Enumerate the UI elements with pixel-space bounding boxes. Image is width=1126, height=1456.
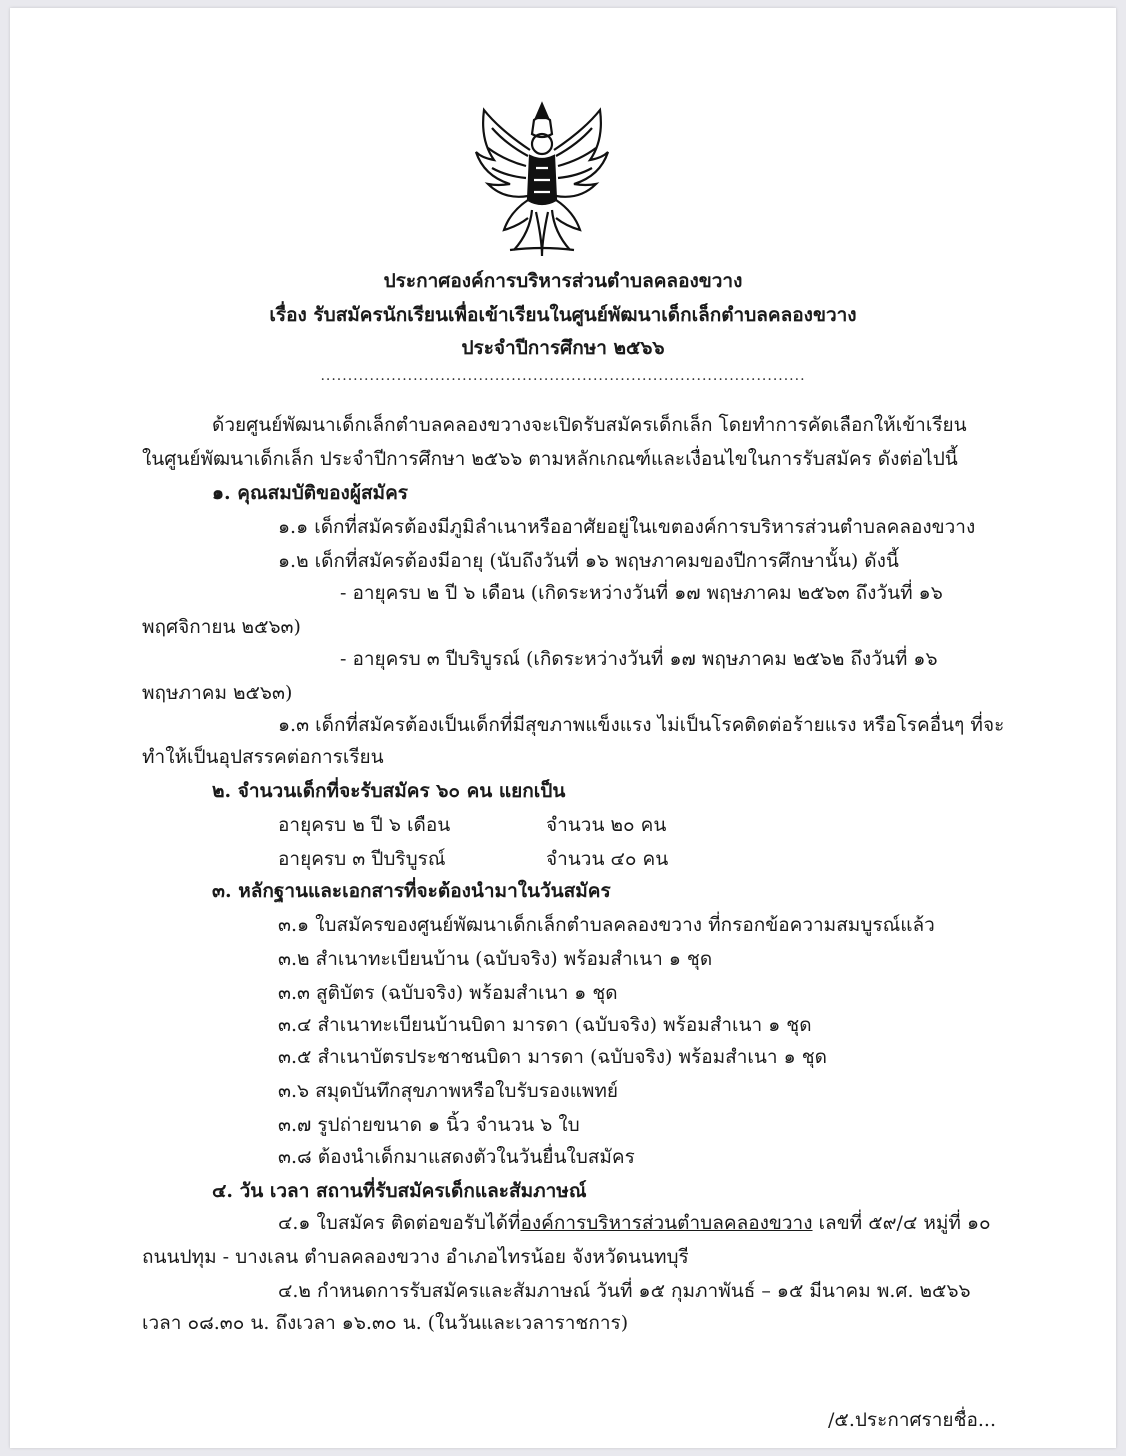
document-item: ๓.๔ สำเนาทะเบียนบ้านบิดา มารดา (ฉบับจริง) พร้อมสำเนา ๑ ชุด	[278, 1014, 812, 1036]
section-4-item-1	[278, 1210, 991, 1236]
registration-hours: เวลา ๐๘.๓๐ น. ถึงเวลา ๑๖.๓๐ น. (ในวันและเวลาราชการ)	[142, 1312, 629, 1334]
quota-age: อายุครบ ๒ ปี ๖ เดือน	[278, 814, 451, 836]
continuation-note: /๕.ประกาศรายชื่อ...	[828, 1409, 996, 1431]
document-item: ๓.๒ สำเนาทะเบียนบ้าน (ฉบับจริง) พร้อมสำเนา ๑ ชุด	[278, 948, 713, 970]
age-criteria-1: - อายุครบ ๒ ปี ๖ เดือน (เกิดระหว่างวันที่ ๑๗ พฤษภาคม ๒๕๖๓ ถึงวันที่ ๑๖	[340, 582, 943, 604]
age-criteria-1-cont: พฤศจิกายน ๒๕๖๓)	[142, 616, 301, 638]
document-item: ๓.๖ สมุดบันทึกสุขภาพหรือใบรับรองแพทย์	[278, 1080, 619, 1102]
document-item: ๓.๕ สำเนาบัตรประชาชนบิดา มารดา (ฉบับจริง) พร้อมสำเนา ๑ ชุด	[278, 1046, 827, 1068]
garuda-emblem-icon	[470, 100, 614, 258]
section-1-item-3: ๑.๓ เด็กที่สมัครต้องเป็นเด็กที่มีสุขภาพแข็งแรง ไม่เป็นโรคติดต่อร้ายแรง หรือโรคอื่นๆ ที่จะ	[278, 714, 1005, 736]
section-1-heading: ๑. คุณสมบัติของผู้สมัคร	[212, 482, 408, 504]
separator-line: .........................................................................................	[320, 368, 806, 384]
intro-line-1: ด้วยศูนย์พัฒนาเด็กเล็กตำบลคลองขวางจะเปิดรับสมัครเด็กเล็ก โดยทำการคัดเลือกให้เข้าเรียน	[212, 414, 967, 436]
application-pickup-text: ๔.๑ ใบสมัคร ติดต่อขอรับได้ที่	[278, 1212, 521, 1234]
quota-age: อายุครบ ๓ ปีบริบูรณ์	[278, 848, 446, 870]
document-item: ๓.๘ ต้องนำเด็กมาแสดงตัวในวันยื่นใบสมัคร	[278, 1146, 635, 1168]
quota-count: จำนวน ๒๐ คน	[546, 814, 667, 836]
announcement-subject: เรื่อง รับสมัครนักเรียนเพื่อเข้าเรียนในศูนย์พัฒนาเด็กเล็กตำบลคลองขวาง	[269, 304, 857, 326]
quota-row	[278, 812, 666, 838]
section-4-heading: ๔. วัน เวลา สถานที่รับสมัครเด็กและสัมภาษณ์	[212, 1180, 587, 1202]
section-2-heading: ๒. จำนวนเด็กที่จะรับสมัคร ๖๐ คน แยกเป็น	[212, 780, 566, 802]
section-1-item-2: ๑.๒ เด็กที่สมัครต้องมีอายุ (นับถึงวันที่ ๑๖ พฤษภาคมของปีการศึกษานั้น) ดังนี้	[278, 550, 899, 572]
document-item: ๓.๑ ใบสมัครของศูนย์พัฒนาเด็กเล็กตำบลคลองขวาง ที่กรอกข้อความสมบูรณ์แล้ว	[278, 914, 935, 936]
document-item: ๓.๗ รูปถ่ายขนาด ๑ นิ้ว จำนวน ๖ ใบ	[278, 1114, 580, 1136]
section-4-item-2: ๔.๒ กำหนดการรับสมัครและสัมภาษณ์ วันที่ ๑๕ กุมภาพันธ์ – ๑๕ มีนาคม พ.ศ. ๒๕๖๖	[278, 1280, 971, 1302]
section-3-heading: ๓. หลักฐานและเอกสารที่จะต้องนำมาในวันสมัคร	[212, 880, 611, 902]
age-criteria-2-cont: พฤษภาคม ๒๕๖๓)	[142, 682, 293, 704]
office-address: ถนนปทุม - บางเลน ตำบลคลองขวาง อำเภอไทรน้อย จังหวัดนนทบุรี	[142, 1246, 689, 1268]
quota-count: จำนวน ๔๐ คน	[546, 848, 669, 870]
section-1-item-1: ๑.๑ เด็กที่สมัครต้องมีภูมิลำเนาหรืออาศัยอยู่ในเขตองค์การบริหารส่วนตำบลคลองขวาง	[278, 516, 976, 538]
intro-line-2: ในศูนย์พัฒนาเด็กเล็ก ประจำปีการศึกษา ๒๕๖๖ ตามหลักเกณฑ์และเงื่อนไขในการรับสมัคร ดังต่อไปนี้	[142, 448, 958, 470]
office-name-underlined: องค์การบริหารส่วนตำบลคลองขวาง	[520, 1212, 813, 1234]
document-item: ๓.๓ สูติบัตร (ฉบับจริง) พร้อมสำเนา ๑ ชุด	[278, 982, 618, 1004]
academic-year: ประจำปีการศึกษา ๒๕๖๖	[461, 337, 665, 359]
age-criteria-2: - อายุครบ ๓ ปีบริบูรณ์ (เกิดระหว่างวันที่ ๑๗ พฤษภาคม ๒๕๖๒ ถึงวันที่ ๑๖	[340, 648, 938, 670]
announcement-title: ประกาศองค์การบริหารส่วนตำบลคลองขวาง	[383, 270, 743, 292]
quota-row	[278, 846, 668, 872]
section-1-item-3-cont: ทำให้เป็นอุปสรรคต่อการเรียน	[142, 746, 384, 768]
office-address-number: เลขที่ ๕๙/๔ หมู่ที่ ๑๐	[812, 1212, 991, 1234]
